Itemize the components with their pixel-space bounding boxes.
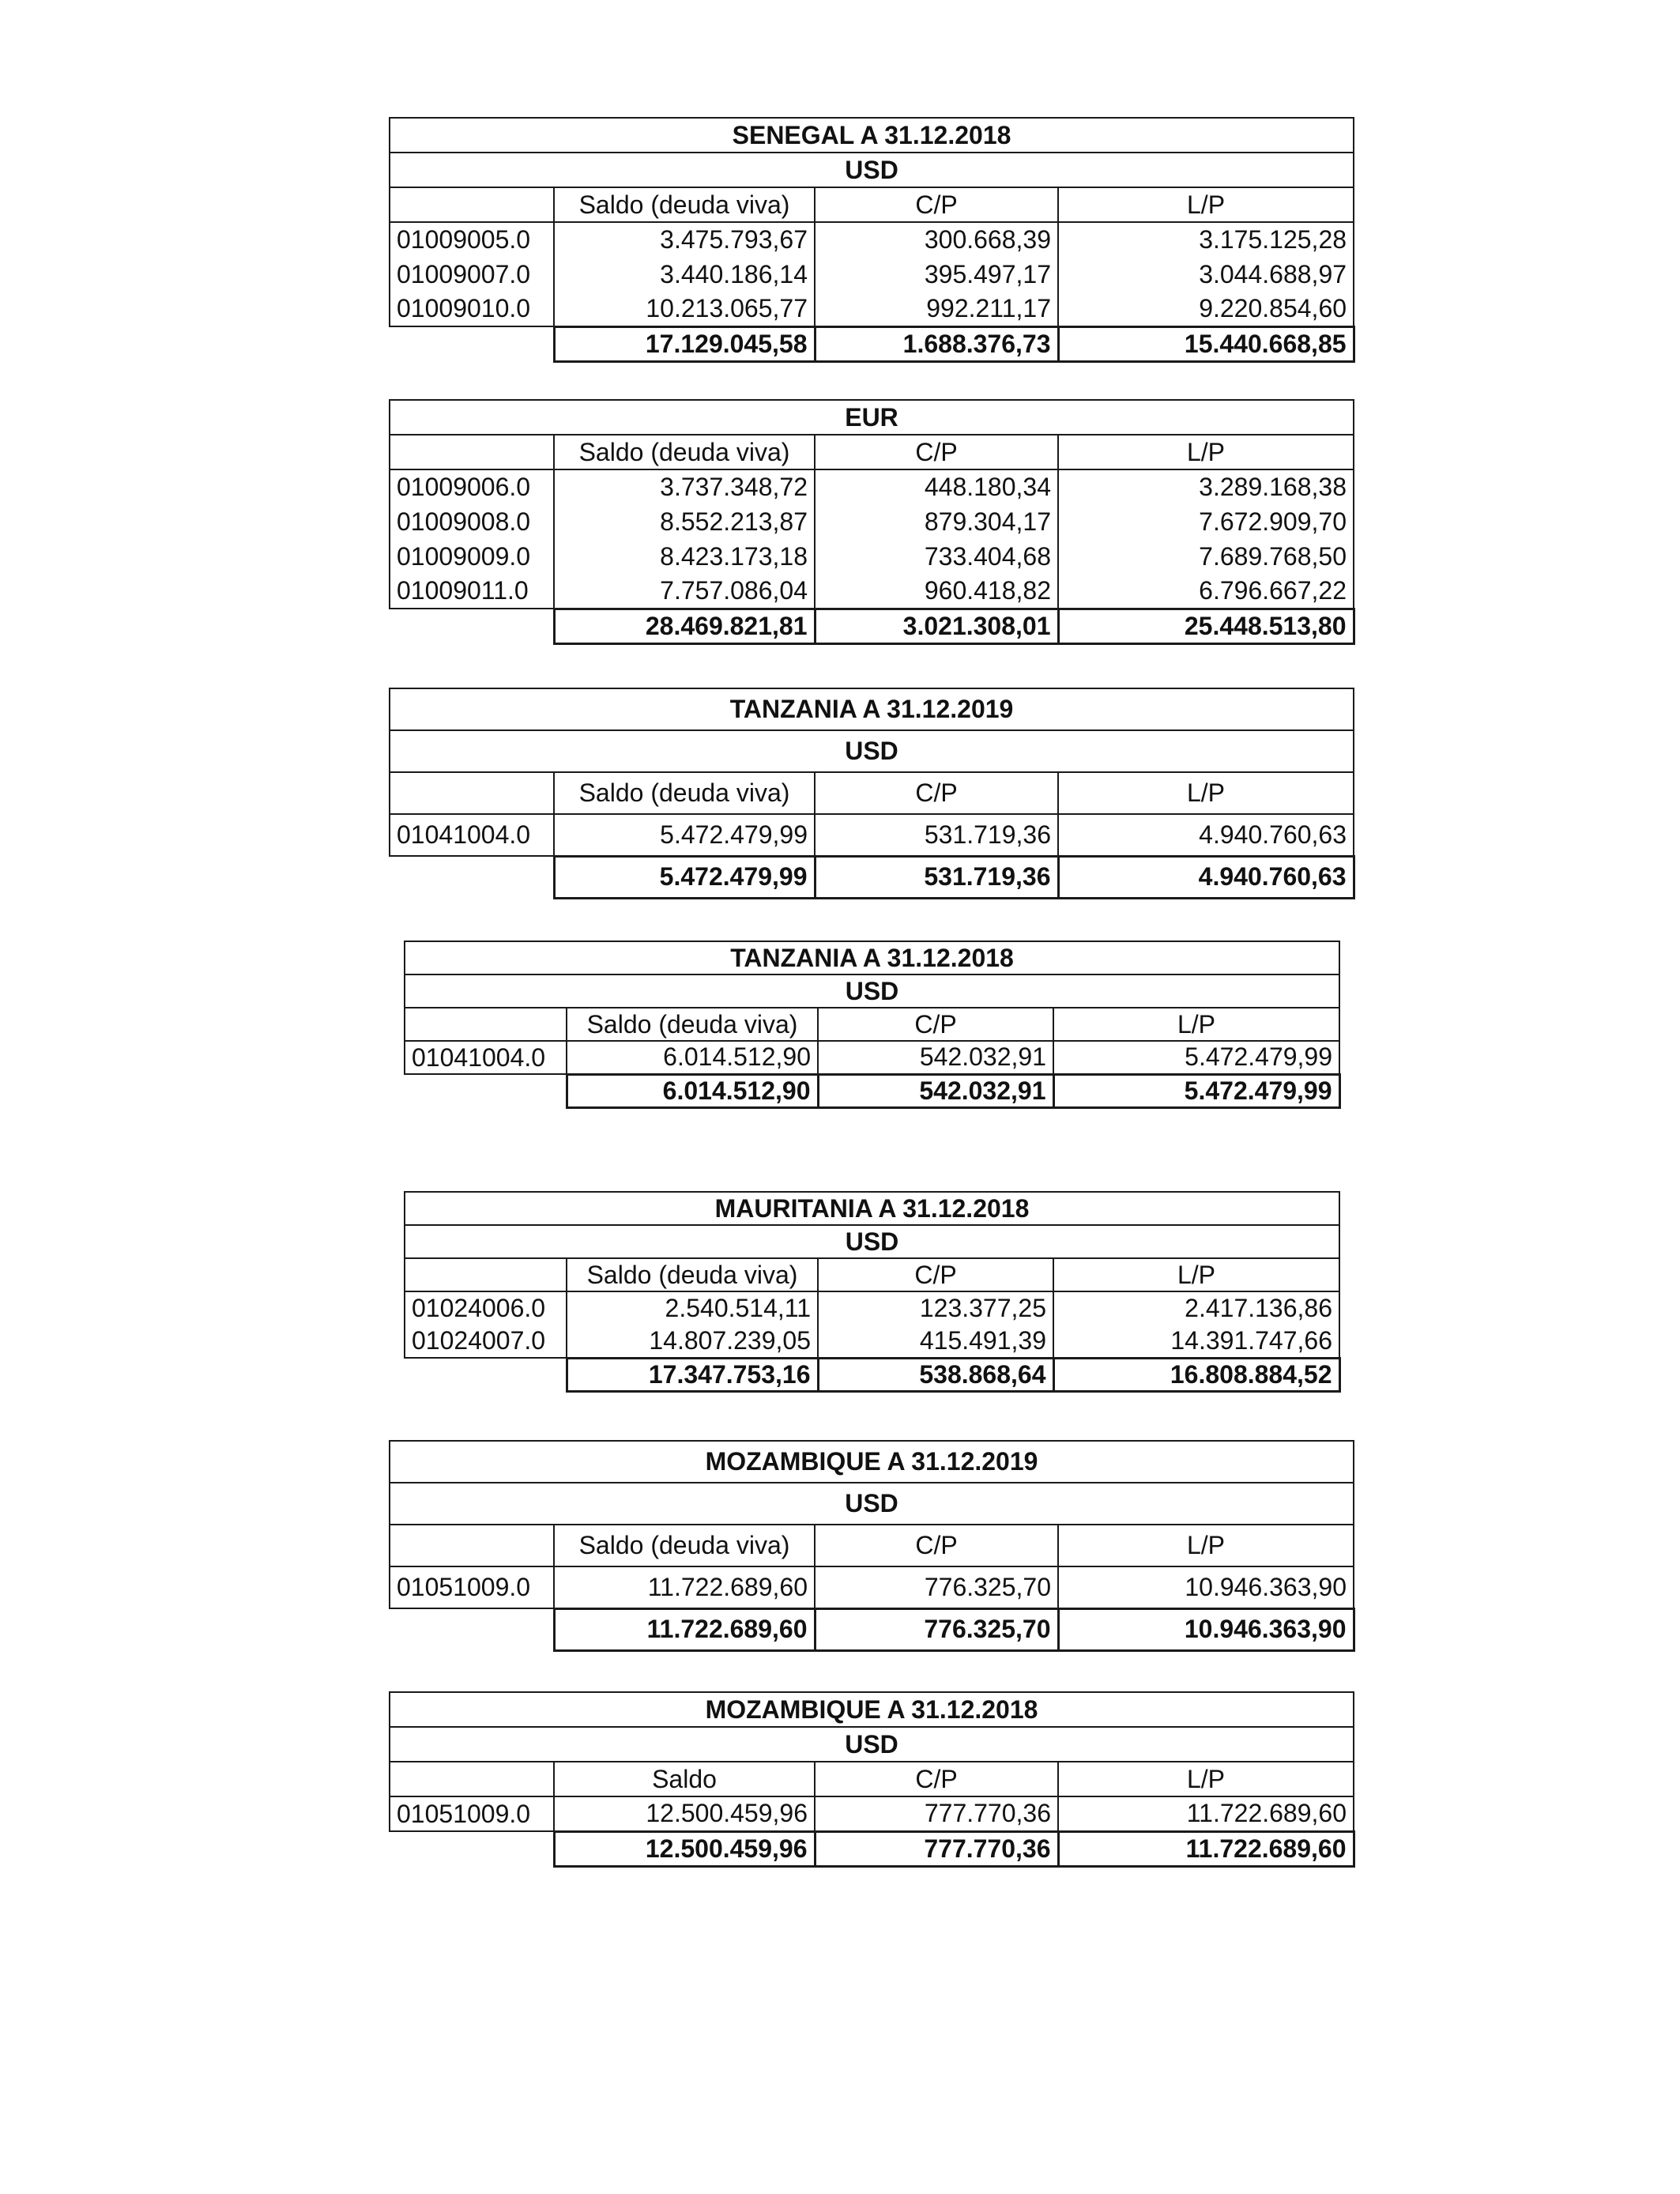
column-header-l-p: L/P [1053,1258,1339,1291]
table-row [390,222,1354,257]
table-title-row [405,941,1339,974]
total-lp-cell: 11.722.689,60 [1058,1831,1354,1866]
column-header-saldo: Saldo [554,1762,815,1796]
account-id-cell: 01024007.0 [405,1325,567,1358]
currency-row [390,1483,1354,1525]
column-header-l-p: L/P [1058,435,1354,469]
saldo-cell: 2.540.514,11 [567,1291,818,1325]
totals-row [405,1358,1339,1391]
totals-blank-cell [405,1358,567,1391]
currency-row [390,1727,1354,1762]
debt-table-5 [404,1191,1341,1393]
header-blank-cell [390,1525,554,1566]
total-cp-cell: 777.770,36 [815,1831,1058,1866]
column-header-c-p: C/P [815,435,1058,469]
header-blank-cell [405,1258,567,1291]
column-header-saldo-deuda-viva: Saldo (deuda viva) [567,1008,818,1041]
debt-table-1 [389,117,1355,363]
table-title: MOZAMBIQUE A 31.12.2019 [390,1441,1354,1483]
currency-label: USD [390,153,1354,187]
column-header-saldo-deuda-viva: Saldo (deuda viva) [554,187,815,222]
column-header-l-p: L/P [1058,1525,1354,1566]
cp-cell: 992.211,17 [815,292,1058,326]
lp-cell: 11.722.689,60 [1058,1796,1354,1831]
total-lp-cell: 4.940.760,63 [1058,856,1354,898]
totals-row [390,609,1354,643]
header-blank-cell [390,435,554,469]
currency-row [390,400,1354,435]
saldo-cell: 8.552.213,87 [554,504,815,539]
total-cp-cell: 1.688.376,73 [815,326,1058,361]
currency-label: USD [390,1483,1354,1525]
debt-table-4 [404,941,1341,1109]
table-title-row [390,118,1354,153]
totals-row [390,1608,1354,1650]
cp-cell: 448.180,34 [815,469,1058,504]
saldo-cell: 7.757.086,04 [554,574,815,609]
saldo-cell: 12.500.459,96 [554,1796,815,1831]
totals-blank-cell [390,326,554,361]
lp-cell: 10.946.363,90 [1058,1566,1354,1608]
totals-blank-cell [390,609,554,643]
column-header-l-p: L/P [1058,187,1354,222]
table-row [390,574,1354,609]
column-header-row [405,1008,1339,1041]
totals-blank-cell [405,1074,567,1107]
header-blank-cell [390,1762,554,1796]
total-cp-cell: 538.868,64 [818,1358,1053,1391]
cp-cell: 300.668,39 [815,222,1058,257]
total-lp-cell: 10.946.363,90 [1058,1608,1354,1650]
totals-row [390,1831,1354,1866]
total-saldo-cell: 17.347.753,16 [567,1358,818,1391]
account-id-cell: 01024006.0 [405,1291,567,1325]
lp-cell: 5.472.479,99 [1053,1041,1339,1074]
column-header-c-p: C/P [815,1762,1058,1796]
table-title: SENEGAL A 31.12.2018 [390,118,1354,153]
saldo-cell: 11.722.689,60 [554,1566,815,1608]
column-header-c-p: C/P [818,1258,1053,1291]
currency-label: USD [390,1727,1354,1762]
table-title: TANZANIA A 31.12.2018 [405,941,1339,974]
column-header-row [390,772,1354,814]
total-cp-cell: 776.325,70 [815,1608,1058,1650]
column-header-saldo-deuda-viva: Saldo (deuda viva) [554,435,815,469]
account-id-cell: 01009008.0 [390,504,554,539]
total-saldo-cell: 28.469.821,81 [554,609,815,643]
saldo-cell: 6.014.512,90 [567,1041,818,1074]
account-id-cell: 01009006.0 [390,469,554,504]
column-header-c-p: C/P [815,187,1058,222]
debt-table-7 [389,1691,1355,1868]
column-header-l-p: L/P [1053,1008,1339,1041]
table-row [390,292,1354,326]
column-header-row [390,187,1354,222]
total-cp-cell: 531.719,36 [815,856,1058,898]
currency-label: USD [405,1225,1339,1258]
lp-cell: 3.289.168,38 [1058,469,1354,504]
currency-row [390,730,1354,772]
table-row [405,1291,1339,1325]
account-id-cell: 01009011.0 [390,574,554,609]
table-title-row [390,1441,1354,1483]
header-blank-cell [390,772,554,814]
cp-cell: 395.497,17 [815,257,1058,292]
totals-row [390,326,1354,361]
lp-cell: 6.796.667,22 [1058,574,1354,609]
table-title: TANZANIA A 31.12.2019 [390,688,1354,730]
column-header-c-p: C/P [818,1008,1053,1041]
column-header-row [390,435,1354,469]
cp-cell: 542.032,91 [818,1041,1053,1074]
saldo-cell: 10.213.065,77 [554,292,815,326]
table-row [390,814,1354,856]
table-title-row [390,688,1354,730]
debt-table-3 [389,688,1355,899]
account-id-cell: 01009009.0 [390,539,554,574]
saldo-cell: 5.472.479,99 [554,814,815,856]
totals-blank-cell [390,856,554,898]
table-row [405,1325,1339,1358]
currency-row [405,1225,1339,1258]
total-cp-cell: 3.021.308,01 [815,609,1058,643]
currency-label: USD [390,730,1354,772]
column-header-row [390,1762,1354,1796]
column-header-l-p: L/P [1058,772,1354,814]
total-lp-cell: 25.448.513,80 [1058,609,1354,643]
currency-label: USD [405,974,1339,1008]
table-row [390,504,1354,539]
lp-cell: 3.044.688,97 [1058,257,1354,292]
lp-cell: 7.672.909,70 [1058,504,1354,539]
debt-table-6 [389,1440,1355,1652]
cp-cell: 415.491,39 [818,1325,1053,1358]
lp-cell: 7.689.768,50 [1058,539,1354,574]
table-row [390,1796,1354,1831]
account-id-cell: 01051009.0 [390,1566,554,1608]
lp-cell: 14.391.747,66 [1053,1325,1339,1358]
total-saldo-cell: 11.722.689,60 [554,1608,815,1650]
table-title: MOZAMBIQUE A 31.12.2018 [390,1692,1354,1727]
totals-row [405,1074,1339,1107]
debt-table-2 [389,399,1355,645]
total-saldo-cell: 5.472.479,99 [554,856,815,898]
table-row [390,1566,1354,1608]
table-row [390,539,1354,574]
account-id-cell: 01009010.0 [390,292,554,326]
totals-blank-cell [390,1831,554,1866]
header-blank-cell [390,187,554,222]
table-row [390,469,1354,504]
account-id-cell: 01051009.0 [390,1796,554,1831]
saldo-cell: 8.423.173,18 [554,539,815,574]
cp-cell: 879.304,17 [815,504,1058,539]
cp-cell: 531.719,36 [815,814,1058,856]
cp-cell: 123.377,25 [818,1291,1053,1325]
column-header-l-p: L/P [1058,1762,1354,1796]
totals-blank-cell [390,1608,554,1650]
total-cp-cell: 542.032,91 [818,1074,1053,1107]
lp-cell: 4.940.760,63 [1058,814,1354,856]
currency-row [390,153,1354,187]
column-header-c-p: C/P [815,772,1058,814]
column-header-saldo-deuda-viva: Saldo (deuda viva) [567,1258,818,1291]
account-id-cell: 01009007.0 [390,257,554,292]
table-row [405,1041,1339,1074]
saldo-cell: 3.475.793,67 [554,222,815,257]
lp-cell: 3.175.125,28 [1058,222,1354,257]
account-id-cell: 01041004.0 [390,814,554,856]
total-saldo-cell: 6.014.512,90 [567,1074,818,1107]
column-header-saldo-deuda-viva: Saldo (deuda viva) [554,772,815,814]
header-blank-cell [405,1008,567,1041]
column-header-c-p: C/P [815,1525,1058,1566]
currency-label: EUR [390,400,1354,435]
total-lp-cell: 5.472.479,99 [1053,1074,1339,1107]
column-header-row [390,1525,1354,1566]
cp-cell: 777.770,36 [815,1796,1058,1831]
account-id-cell: 01041004.0 [405,1041,567,1074]
currency-row [405,974,1339,1008]
cp-cell: 960.418,82 [815,574,1058,609]
account-id-cell: 01009005.0 [390,222,554,257]
cp-cell: 733.404,68 [815,539,1058,574]
saldo-cell: 14.807.239,05 [567,1325,818,1358]
table-title: MAURITANIA A 31.12.2018 [405,1192,1339,1225]
table-row [390,257,1354,292]
column-header-saldo-deuda-viva: Saldo (deuda viva) [554,1525,815,1566]
saldo-cell: 3.440.186,14 [554,257,815,292]
total-lp-cell: 15.440.668,85 [1058,326,1354,361]
totals-row [390,856,1354,898]
table-title-row [405,1192,1339,1225]
table-title-row [390,1692,1354,1727]
lp-cell: 2.417.136,86 [1053,1291,1339,1325]
column-header-row [405,1258,1339,1291]
total-saldo-cell: 17.129.045,58 [554,326,815,361]
lp-cell: 9.220.854,60 [1058,292,1354,326]
total-saldo-cell: 12.500.459,96 [554,1831,815,1866]
cp-cell: 776.325,70 [815,1566,1058,1608]
total-lp-cell: 16.808.884,52 [1053,1358,1339,1391]
saldo-cell: 3.737.348,72 [554,469,815,504]
